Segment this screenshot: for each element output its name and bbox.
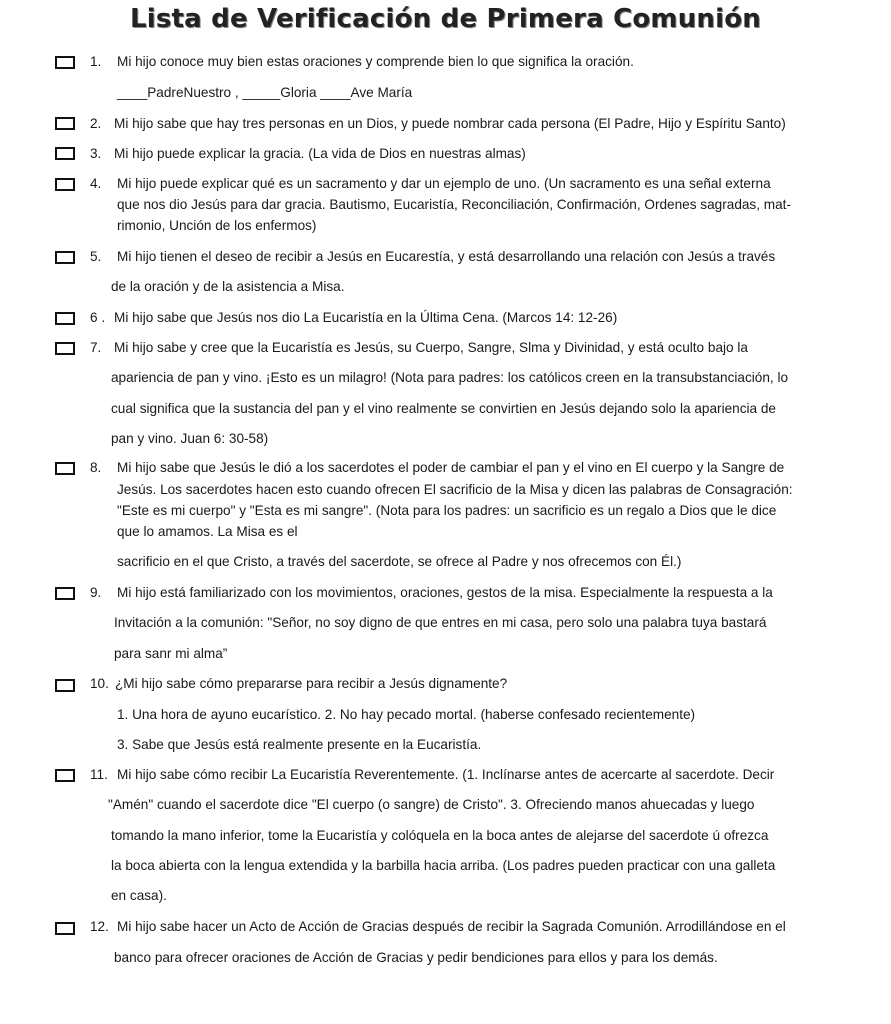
item-5-number: 5. [90,249,102,264]
item-8-line-4: que lo amamos. La Misa es el [117,524,298,539]
item-3-number: 3. [90,146,102,161]
item-10-line-2: 1. Una hora de ayuno eucarístico. 2. No hay pecado mortal. (haberse confesado recientemente) [117,707,696,722]
item-10-number: 10. [90,676,109,691]
item-1-line-2: ____PadreNuestro , _____Gloria ____Ave María [117,85,413,100]
item-4-number: 4. [90,176,102,191]
item-1-line-1: Mi hijo conoce muy bien estas oraciones y comprende bien lo que significa la oración. [117,54,634,69]
checkbox-item-5[interactable] [55,251,75,264]
item-1-number: 1. [90,54,102,69]
checkbox-item-2[interactable] [55,117,75,130]
item-11-line-3: tomando la mano inferior, tome la Eucaristía y colóquela en la boca antes de alejarse del sacerdote ú ofrezca [111,828,769,843]
item-5-line-1: Mi hijo tienen el deseo de recibir a Jesús en Eucarestía, y está desarrollando una relación con Jesús a través [117,249,776,264]
checkbox-item-4[interactable] [55,178,75,191]
page-title: Lista de Verificación de Primera Comunión [129,4,762,34]
item-12-line-1: Mi hijo sabe hacer un Acto de Acción de Gracias después de recibir la Sagrada Comunión. Arrodillándose en el [117,919,786,934]
item-8-line-5: sacrificio en el que Cristo, a través del sacerdote, se ofrece al Padre y nos ofrecemos con Él.) [117,554,682,569]
item-6-number: 6 . [90,310,106,325]
item-11-number: 11. [90,767,108,782]
item-8-line-2: Jesús. Los sacerdotes hacen esto cuando ofrecen El sacrificio de la Misa y dicen las palabras de Consagración: [117,482,793,497]
item-7-line-2: apariencia de pan y vino. ¡Esto es un milagro! (Nota para padres: los católicos creen en la transubstanciación, lo [111,370,789,385]
item-11-line-4: la boca abierta con la lengua extendida y la barbilla hacia arriba. (Los padres pueden practicar con una galleta [111,858,776,873]
item-10-line-3: 3. Sabe que Jesús está realmente presente en la Eucaristía. [117,737,482,752]
item-3-line-1: Mi hijo puede explicar la gracia. (La vida de Dios en nuestras almas) [114,146,526,161]
item-11-line-1: Mi hijo sabe cómo recibir La Eucaristía Reverentemente. (1. Inclínarse antes de acercarte al sacerdote. Decir [117,767,775,782]
item-7-line-1: Mi hijo sabe y cree que la Eucaristía es Jesús, su Cuerpo, Sangre, Slma y Divinidad, y está oculto bajo la [114,340,748,355]
checkbox-item-8[interactable] [55,462,75,475]
item-7-number: 7. [90,340,102,355]
item-12-line-2: banco para ofrecer oraciones de Acción de Gracias y pedir bendiciones para ellos y para los demás. [114,950,718,965]
item-9-line-3: para sanr mi alma” [114,646,228,661]
item-4-line-2: que nos dio Jesús para dar gracia. Bautismo, Eucaristía, Reconciliación, Confirmación, Ordenes sagradas, mat- [117,197,791,212]
checkbox-item-7[interactable] [55,342,75,355]
checkbox-item-11[interactable] [55,769,75,782]
checkbox-item-9[interactable] [55,587,75,600]
checkbox-item-6[interactable] [55,312,75,325]
item-10-line-1: ¿Mi hijo sabe cómo prepararse para recibir a Jesús dignamente? [115,676,508,691]
item-11-line-5: en casa). [111,888,167,903]
item-9-number: 9. [90,585,102,600]
checkbox-item-1[interactable] [55,56,75,69]
item-5-line-2: de la oración y de la asistencia a Misa. [111,279,345,294]
item-8-line-1: Mi hijo sabe que Jesús le dió a los sacerdotes el poder de cambiar el pan y el vino en El cuerpo y la Sangre de [117,460,785,475]
checkbox-item-12[interactable] [55,922,75,935]
item-6-line-1: Mi hijo sabe que Jesús nos dio La Eucaristía en la Última Cena. (Marcos 14: 12-26) [114,310,618,325]
item-7-line-4: pan y vino. Juan 6: 30-58) [111,431,269,446]
checkbox-item-10[interactable] [55,679,75,692]
item-8-number: 8. [90,460,102,475]
item-9-line-1: Mi hijo está familiarizado con los movimientos, oraciones, gestos de la misa. Especialmente la respuesta a la [117,585,773,600]
item-11-line-2: "Amén" cuando el sacerdote dice "El cuerpo (o sangre) de Cristo". 3. Ofreciendo manos ahuecadas y luego [108,797,755,812]
item-2-line-1: Mi hijo sabe que hay tres personas en un Dios, y puede nombrar cada persona (El Padre, Hijo y Espíritu Santo) [114,116,786,131]
item-9-line-2: Invitación a la comunión: "Señor, no soy digno de que entres en mi casa, pero solo una palabra tuya bastará [114,615,767,630]
checkbox-item-3[interactable] [55,147,75,160]
item-4-line-1: Mi hijo puede explicar qué es un sacramento y dar un ejemplo de uno. (Un sacramento es una señal externa [117,176,771,191]
item-7-line-3: cual significa que la sustancia del pan y el vino realmente se convirtien en Jesús dejando solo la apariencia de [111,401,776,416]
item-12-number: 12. [90,919,109,934]
item-4-line-3: rimonio, Unción de los enfermos) [117,218,317,233]
item-8-line-3: "Este es mi cuerpo" y "Esta es mi sangre". (Nota para los padres: un sacrificio es un regalo a Dios que le dice [117,503,777,518]
item-2-number: 2. [90,116,102,131]
